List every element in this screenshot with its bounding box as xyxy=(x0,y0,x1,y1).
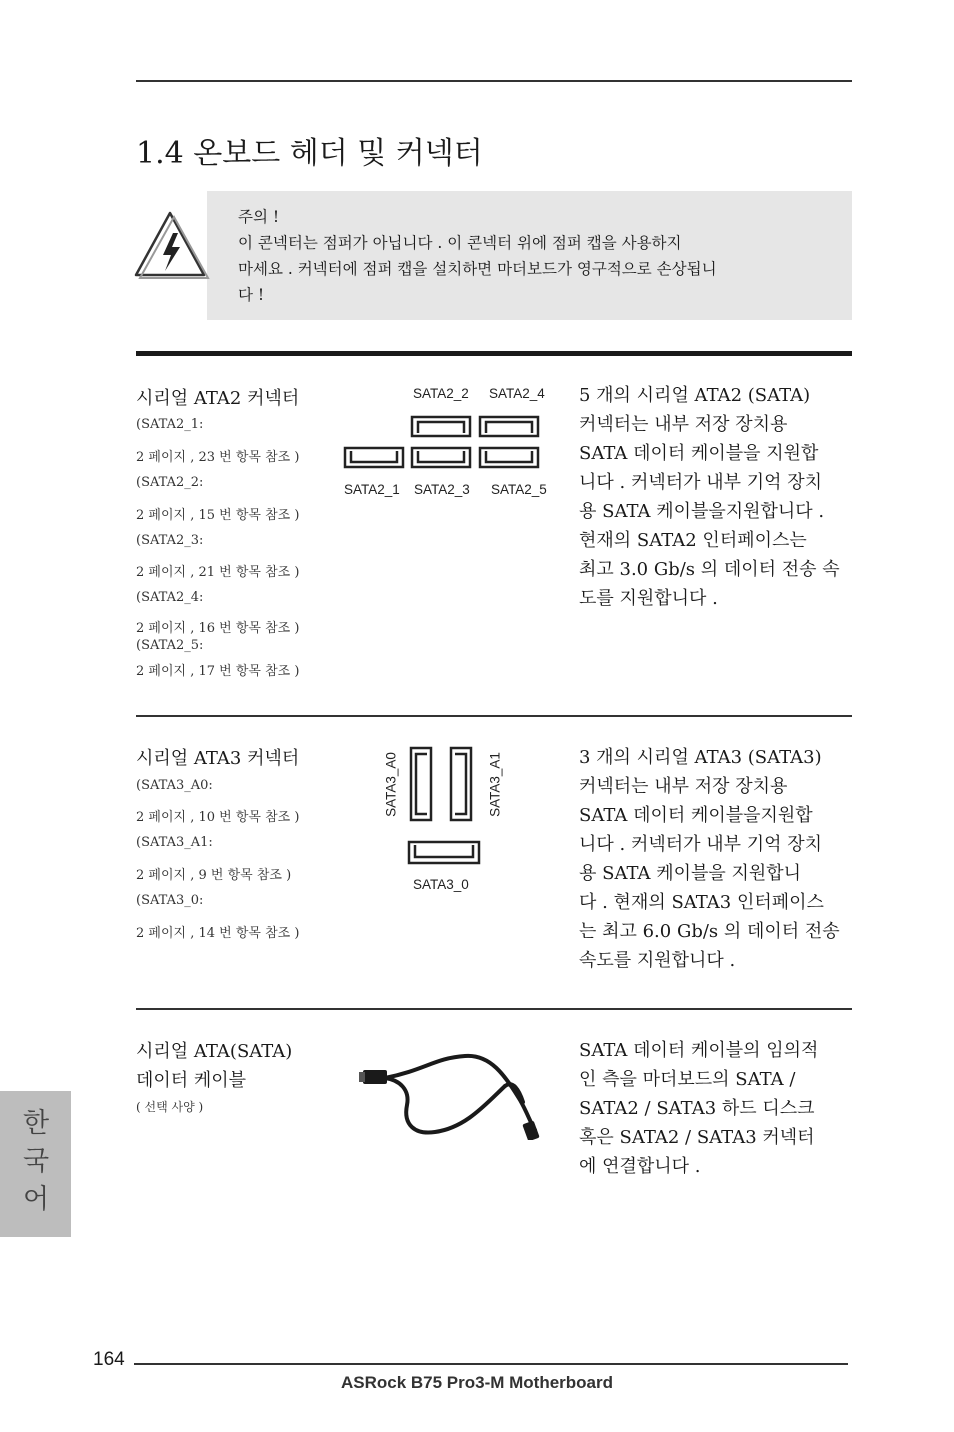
sata3-a0-label-wrap xyxy=(383,750,399,820)
tab-char: 어 xyxy=(22,1184,50,1215)
sata3-a1-label-wrap xyxy=(487,750,503,820)
sata2-item: (SATA2_5: xyxy=(136,638,204,653)
sata3-item: 2 페이지 , 10 번 항목 참조 ) xyxy=(136,810,300,825)
tab-char: 국 xyxy=(22,1146,50,1177)
desc-line: 5 개의 시리얼 ATA2 (SATA) xyxy=(579,385,811,406)
sata3-item: (SATA3_A0: xyxy=(136,778,213,793)
sata2-item: 2 페이지 , 21 번 항목 참조 ) xyxy=(136,565,300,580)
sata2-item: (SATA2_4: xyxy=(136,590,204,605)
top-rule xyxy=(136,80,852,82)
warning-heading: 주의 ! xyxy=(238,208,280,226)
section-divider xyxy=(136,1008,852,1010)
sata2-5-label: SATA2_5 xyxy=(491,482,547,497)
warning-text xyxy=(238,204,838,308)
sata2-1-label: SATA2_1 xyxy=(344,482,400,497)
desc-line: 용 SATA 케이블을 지원합니 xyxy=(579,863,802,884)
desc-line: 용 SATA 케이블을지원합니다 . xyxy=(579,501,825,522)
desc-line: 도를 지원합니다 . xyxy=(579,588,718,609)
warning-line: 다 ! xyxy=(238,286,265,304)
desc-line: SATA 데이터 케이블을지원합 xyxy=(579,805,813,826)
tab-char: 한 xyxy=(22,1108,50,1139)
warning-line: 마세요 . 커넥터에 점퍼 캡을 설치하면 마더보드가 영구적으로 손상됩니 xyxy=(238,260,717,278)
desc-line: SATA 데이터 케이블의 임의적 xyxy=(579,1040,819,1061)
sata3-a1-label: SATA3_A1 xyxy=(487,752,503,817)
sata2-item: (SATA2_3: xyxy=(136,533,204,548)
desc-line: 속도를 지원합니다 . xyxy=(579,950,736,971)
sata2-connectors-diagram xyxy=(340,412,555,472)
cable-description xyxy=(579,1036,854,1181)
language-side-tab-text xyxy=(14,1105,58,1219)
sata3-0-label: SATA3_0 xyxy=(413,877,469,892)
desc-line: 3 개의 시리얼 ATA3 (SATA3) xyxy=(579,747,822,768)
desc-line: 커넥터는 내부 저장 장치용 xyxy=(579,414,788,435)
sata2-item: 2 페이지 , 23 번 항목 참조 ) xyxy=(136,450,300,465)
cable-connector-left xyxy=(363,1070,387,1084)
desc-line: SATA2 / SATA3 하드 디스크 xyxy=(579,1098,815,1119)
sata2-description xyxy=(579,381,854,613)
sata2-4-label: SATA2_4 xyxy=(489,386,545,401)
sata2-item: 2 페이지 , 16 번 항목 참조 ) xyxy=(136,621,300,636)
cable-title-line2: 데이터 케이블 xyxy=(136,1070,247,1091)
sata2-title: 시리얼 ATA2 커넥터 xyxy=(136,388,300,409)
cable-note: ( 선택 사양 ) xyxy=(136,1100,204,1114)
desc-line: 니다 . 커넥터가 내부 기억 장치 xyxy=(579,834,822,855)
cable-connector-right xyxy=(522,1120,539,1140)
sata3-item: 2 페이지 , 14 번 항목 참조 ) xyxy=(136,926,300,941)
sata2-item: (SATA2_2: xyxy=(136,475,204,490)
thick-divider xyxy=(136,351,852,356)
sata3-connectors-diagram xyxy=(404,744,486,870)
sata2-item: (SATA2_1: xyxy=(136,417,204,432)
sata3-item: (SATA3_0: xyxy=(136,893,204,908)
sata3-item: 2 페이지 , 9 번 항목 참조 ) xyxy=(136,868,292,883)
sata2-item: 2 페이지 , 17 번 항목 참조 ) xyxy=(136,664,300,679)
warning-icon xyxy=(134,209,210,279)
desc-line: 에 연결합니다 . xyxy=(579,1156,701,1177)
footer-rule xyxy=(134,1363,848,1365)
desc-line: 인 측을 마더보드의 SATA / xyxy=(579,1069,796,1090)
desc-line: 커넥터는 내부 저장 장치용 xyxy=(579,776,788,797)
desc-line: 는 최고 6.0 Gb/s 의 데이터 전송 xyxy=(579,921,840,942)
desc-line: 혹은 SATA2 / SATA3 커넥터 xyxy=(579,1127,815,1148)
page-number: 164 xyxy=(93,1349,125,1370)
desc-line: 다 . 현재의 SATA3 인터페이스 xyxy=(579,892,824,913)
sata3-a0-label: SATA3_A0 xyxy=(383,752,399,817)
sata2-3-label: SATA2_3 xyxy=(414,482,470,497)
section-divider xyxy=(136,715,852,717)
desc-line: SATA 데이터 케이블을 지원합 xyxy=(579,443,819,464)
sata3-description xyxy=(579,743,854,975)
sata3-title: 시리얼 ATA3 커넥터 xyxy=(136,748,300,769)
sata2-item: 2 페이지 , 15 번 항목 참조 ) xyxy=(136,508,300,523)
footer-model: ASRock B75 Pro3-M Motherboard xyxy=(340,1373,614,1392)
desc-line: 니다 . 커넥터가 내부 기억 장치 xyxy=(579,472,822,493)
warning-line: 이 콘넥터는 점퍼가 아닙니다 . 이 콘넥터 위에 점퍼 캡을 사용하지 xyxy=(238,234,682,252)
sata-cable-image xyxy=(355,1050,545,1140)
desc-line: 최고 3.0 Gb/s 의 데이터 전송 속 xyxy=(579,559,840,580)
section-title: 1.4 온보드 헤더 및 커넥터 xyxy=(136,136,483,171)
desc-line: 현재의 SATA2 인터페이스는 xyxy=(579,530,807,551)
cable-title-line1: 시리얼 ATA(SATA) xyxy=(136,1041,293,1062)
sata3-item: (SATA3_A1: xyxy=(136,835,213,850)
sata2-2-label: SATA2_2 xyxy=(413,386,469,401)
